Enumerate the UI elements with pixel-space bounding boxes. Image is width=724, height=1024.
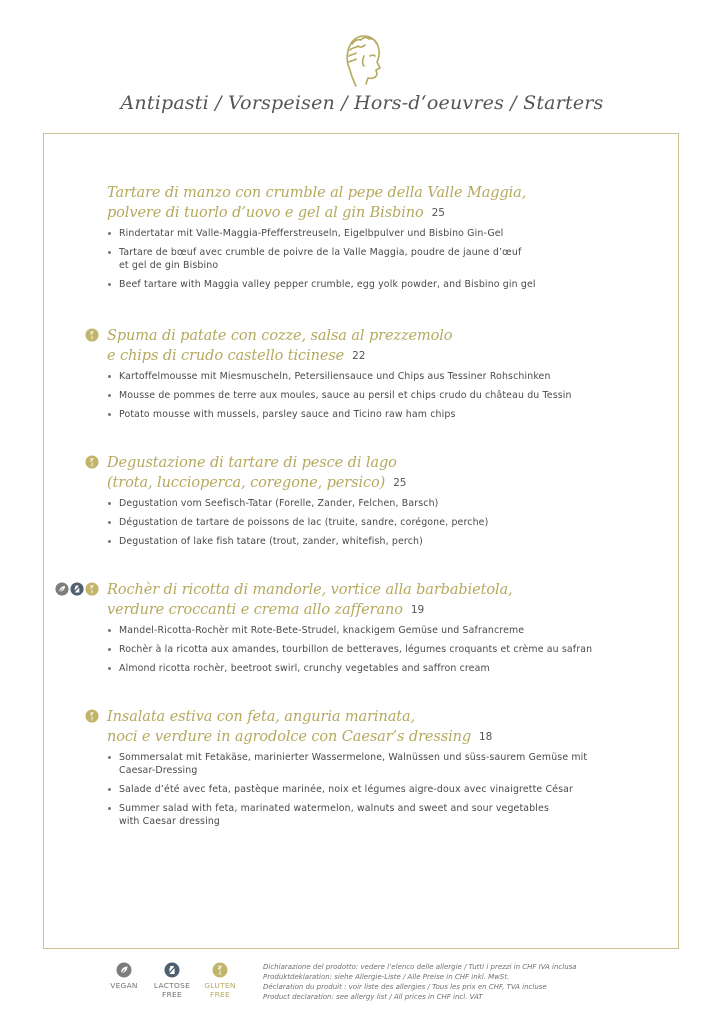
gluten-free-icon: [85, 582, 99, 596]
dish-description: Degustation of lake fish tatare (trout, zander, whitefish, perch): [107, 535, 667, 548]
dish-name: [107, 707, 667, 747]
dish-price: 25: [431, 207, 445, 219]
dish-description: Mousse de pommes de terre aux moules, sauce au persil et chips crudo du château du Tessin: [107, 389, 667, 402]
dish-description: Rindertatar mit Valle-Maggia-Pfefferstreuseln, Eigelbpulver und Bisbino Gin-Gel: [107, 227, 667, 240]
dish-name-line: verdure croccanti e crema allo zafferano 19: [107, 602, 425, 618]
dish-name-line: Tartare di manzo con crumble al pepe della Valle Maggia,: [107, 185, 527, 201]
lactose-free-icon: [70, 582, 84, 596]
dish-name: [107, 326, 667, 366]
diet-icons: [85, 328, 99, 342]
dish-description: Dégustation de tartare de poissons de lac (truite, sandre, corégone, perche): [107, 516, 667, 529]
dish-description: Degustation vom Seefisch-Tatar (Forelle, Zander, Felchen, Barsch): [107, 497, 667, 510]
dish-descriptions: [107, 624, 667, 675]
declaration-line: Dichiarazione del prodotto: vedere l’elenco delle allergie / Tutti i prezzi in CHF IVA inclusa: [263, 963, 577, 971]
gluten-free-icon: [85, 455, 99, 469]
dish-name-line: noci e verdure in agrodolce con Caesar’s dressing 18: [107, 729, 493, 745]
legend-item-gluten-free: [196, 962, 244, 999]
diet-icons: [85, 455, 99, 469]
dish-name-line: e chips di crudo castello ticinese 22: [107, 348, 366, 364]
dish-name-line: polvere di tuorlo d’uovo e gel al gin Bisbino 25: [107, 205, 445, 221]
dish-description: Mandel-Ricotta-Rochèr mit Rote-Bete-Strudel, knackigem Gemüse und Safrancreme: [107, 624, 667, 637]
dish-description: Sommersalat mit Fetakäse, marinierter Wassermelone, Walnüssen und süss-saurem Gemüse mit Caesar-Dressing: [107, 751, 667, 777]
dish-name-line: Degustazione di tartare di pesce di lago: [107, 455, 397, 471]
dish-name-line: Insalata estiva con feta, anguria marinata,: [107, 709, 416, 725]
dish-name: [107, 453, 667, 493]
logo-icon: [336, 26, 386, 88]
legend-label: VEGAN: [110, 981, 138, 990]
dish-price: 18: [479, 731, 493, 743]
lactose-free-icon: [164, 962, 180, 978]
legend-label: LACTOSE FREE: [153, 981, 191, 999]
dish-descriptions: [107, 227, 667, 291]
gluten-free-icon: [85, 709, 99, 723]
gluten-free-icon: [212, 962, 228, 978]
diet-icons: [85, 709, 99, 723]
dish-name-line: Spuma di patate con cozze, salsa al prezzemolo: [107, 328, 453, 344]
dish-description: Beef tartare with Maggia valley pepper crumble, egg yolk powder, and Bisbino gin gel: [107, 278, 667, 291]
dish-description: Tartare de bœuf avec crumble de poivre de la Valle Maggia, poudre de jaune d’œuf et gel de gin Bisbino: [107, 246, 667, 272]
dish-description: Salade d’été avec feta, pastèque marinée, noix et légumes aigre-doux avec vinaigrette César: [107, 783, 667, 796]
legend-item-vegan: [100, 962, 148, 999]
legend-item-lactose-free: [148, 962, 196, 999]
product-declaration: [263, 962, 683, 1002]
menu-dish: [107, 453, 667, 554]
dish-description: Kartoffelmousse mit Miesmuscheln, Petersiliensauce und Chips aus Tessiner Rohschinken: [107, 370, 667, 383]
dish-descriptions: [107, 751, 667, 828]
dish-description: Rochèr à la ricotta aux amandes, tourbillon de betteraves, légumes croquants et crème au safran: [107, 643, 667, 656]
dish-price: 19: [410, 604, 425, 616]
menu-dish: [107, 183, 667, 297]
declaration-line: Déclaration du produit : voir liste des allergies / Tous les prix en CHF, TVA incluse: [263, 983, 547, 991]
vegan-icon: [55, 582, 69, 596]
page-title: Antipasti / Vorspeisen / Hors-d‘oeuvres / Starters: [120, 92, 604, 114]
dish-descriptions: [107, 370, 667, 421]
menu-dish: [107, 326, 667, 427]
gluten-free-icon: [85, 328, 99, 342]
dish-name: [107, 580, 667, 620]
dish-name: [107, 183, 667, 223]
declaration-line: Produktdeklaration: siehe Allergie-Liste / Alle Preise in CHF inkl. MwSt.: [263, 973, 510, 981]
dish-descriptions: [107, 497, 667, 548]
dish-price: 22: [352, 350, 366, 362]
menu-dish: [107, 707, 667, 834]
diet-icons: [55, 582, 99, 596]
dish-name-line: Rochèr di ricotta di mandorle, vortice alla barbabietola,: [107, 582, 513, 598]
dish-name-line: (trota, luccioperca, coregone, persico) 25: [107, 475, 407, 491]
diet-legend: [100, 962, 244, 999]
vegan-icon: [116, 962, 132, 978]
declaration-line: Product declaration: see allergy list / All prices in CHF incl. VAT: [263, 993, 483, 1001]
dish-description: Almond ricotta rochèr, beetroot swirl, crunchy vegetables and saffron cream: [107, 662, 667, 675]
dish-price: 25: [393, 477, 407, 489]
menu-dish: [107, 580, 667, 681]
dish-description: Potato mousse with mussels, parsley sauce and Ticino raw ham chips: [107, 408, 667, 421]
dish-description: Summer salad with feta, marinated watermelon, walnuts and sweet and sour vegetables with Caesar dressing: [107, 802, 667, 828]
legend-label: GLUTEN FREE: [204, 981, 236, 999]
